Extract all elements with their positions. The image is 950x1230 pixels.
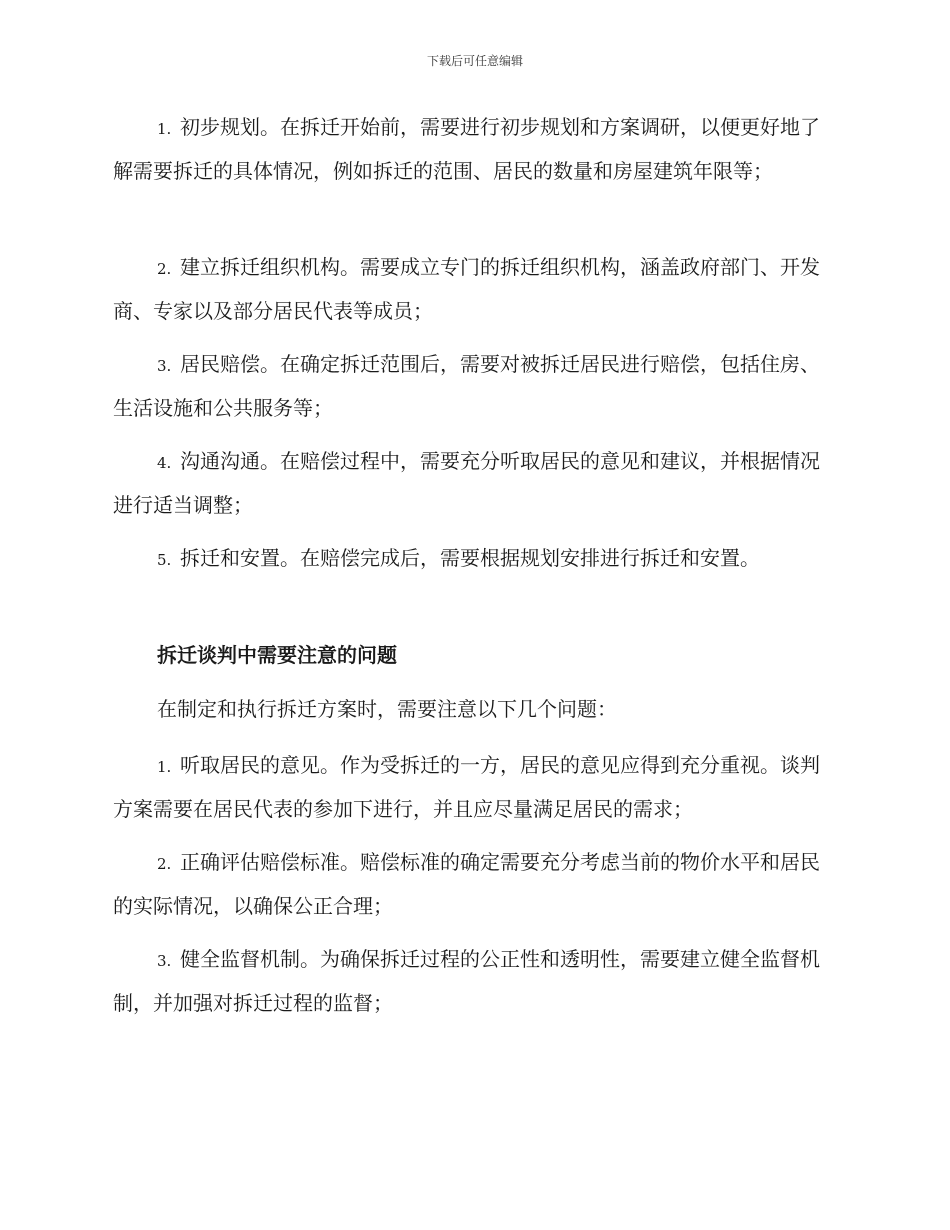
list-item: [113, 938, 833, 1024]
list-item: [113, 440, 833, 526]
list-text: 拆迁和安置。在赔偿完成后，需要根据规划安排进行拆迁和安置。: [180, 546, 760, 570]
section-intro: 在制定和执行拆迁方案时，需要注意以下几个问题：: [157, 697, 617, 721]
list-item: [113, 744, 833, 830]
list-number: 1.: [157, 120, 172, 138]
list-text: 建立拆迁组织机构。需要成立专门的拆迁组织机构，涵盖政府部门、开发商、专家以及部分居民代表等成员；: [113, 255, 820, 323]
page-header: 下载后可任意编辑: [426, 54, 523, 68]
list-text: 居民赔偿。在确定拆迁范围后，需要对被拆迁居民进行赔偿，包括住房、生活设施和公共服务等；: [113, 352, 820, 420]
list-text: 初步规划。在拆迁开始前，需要进行初步规划和方案调研，以便更好地了解需要拆迁的具体情况，例如拆迁的范围、居民的数量和房屋建筑年限等；: [113, 115, 820, 183]
list-text: 听取居民的意见。作为受拆迁的一方，居民的意见应得到充分重视。谈判方案需要在居民代表的参加下进行，并且应尽量满足居民的需求；: [113, 753, 820, 821]
list-number: 3.: [157, 357, 172, 375]
list-item: [113, 246, 833, 332]
list-text: 正确评估赔偿标准。赔偿标准的确定需要充分考虑当前的物价水平和居民的实际情况，以确保公正合理；: [113, 850, 820, 918]
list-number: 2.: [157, 260, 172, 278]
list-number: 3.: [157, 952, 172, 970]
list-item: [113, 537, 833, 581]
list-item: [113, 106, 833, 192]
list-number: 1.: [157, 758, 172, 776]
list-text: 健全监督机制。为确保拆迁过程的公正性和透明性，需要建立健全监督机制，并加强对拆迁过程的监督；: [113, 947, 820, 1015]
list-number: 2.: [157, 855, 172, 873]
list-item: [113, 343, 833, 429]
list-number: 5.: [157, 551, 172, 569]
list-item: [113, 841, 833, 927]
list-number: 4.: [157, 454, 172, 472]
section-heading: 拆迁谈判中需要注意的问题: [157, 643, 397, 667]
list-text: 沟通沟通。在赔偿过程中，需要充分听取居民的意见和建议，并根据情况进行适当调整；: [113, 449, 820, 517]
